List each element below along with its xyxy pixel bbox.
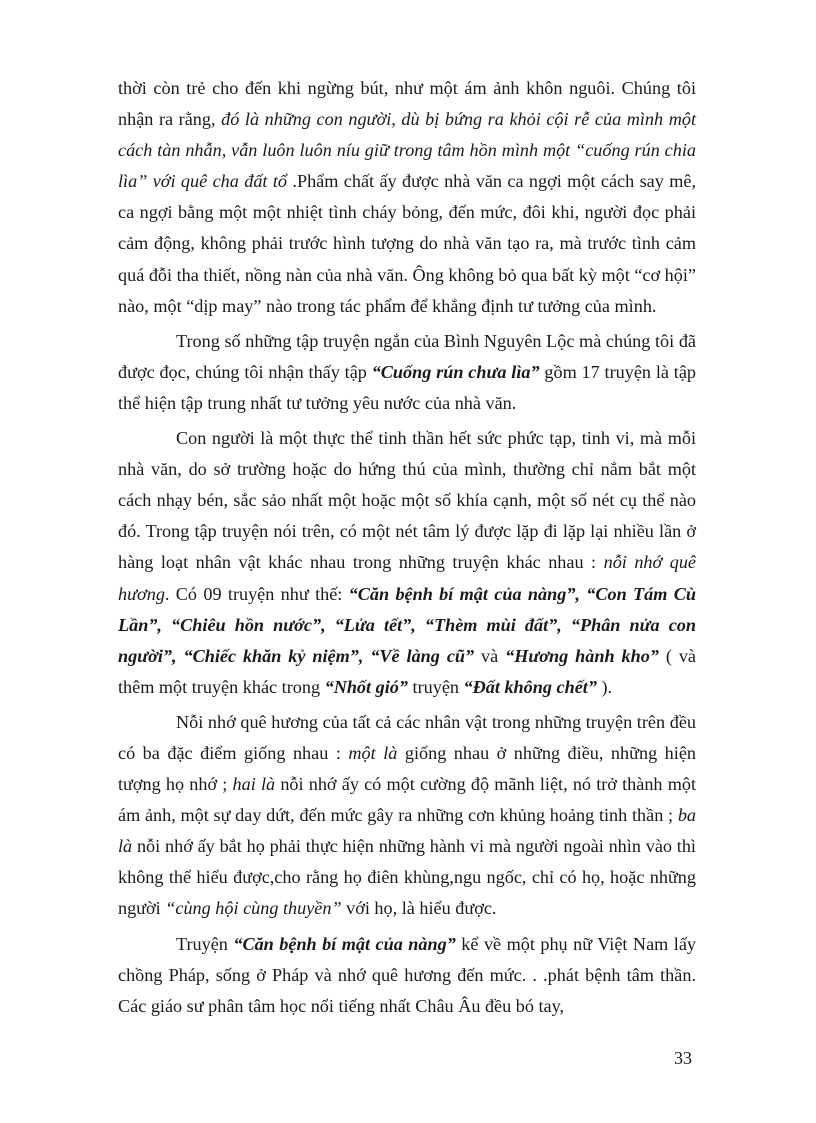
page-body [118, 73, 696, 1026]
text-run: nỗi nhớ ấy có một cường độ mãnh liệt, nó trở thành một ám ảnh, một sự day dứt, đến mức gây ra những cơn khủng hoảng tinh thần ; [118, 774, 697, 826]
text-run: Con người là một thực thể tinh thần hết sức phức tạp, tinh vi, mà mỗi nhà văn, do sở trường hoặc do hứng thú của mình, thường chỉ nắm bắt một cách nhạy bén, sắc sảo nhất một hoặc một số khía cạnh, một số nét cụ thể nào đó. Trong tập truyện nói trên, có một nét tâm lý được lặp đi lặp lại nhiều lần ở hàng loạt nhân vật khác nhau trong những truyện khác nhau : [118, 428, 696, 573]
page-number: 33 [674, 1048, 692, 1068]
text-run-bold-italic: “Cuống rún chưa lìa” [371, 361, 540, 382]
text-run: Trong số những tập truyện ngắn của Bình Nguyên Lộc mà chúng tôi đã được đọc, chúng tôi nhận thấy tập [118, 330, 696, 382]
text-run-italic: hai là [232, 774, 276, 795]
text-run-italic: một là [348, 742, 398, 763]
text-run-bold-italic: “Hương hành kho” [505, 645, 659, 666]
text-run: Truyện [176, 933, 234, 954]
text-run: Nỗi nhớ quê hương của tất cả các nhân vật trong những truyện trên đều có ba đặc điểm giống nhau : [118, 711, 696, 763]
text-run-bold-italic: “Đất không chết” [463, 676, 597, 697]
paragraph [118, 707, 696, 925]
text-run-italic: đó là những con người, dù bị bứng ra khỏi cội rễ của mình một cách tàn nhẫn, vẫn luôn luôn níu giữ trong tâm hồn mình một “cuống rún chia lìa” với quê cha đất tổ [118, 109, 696, 192]
text-run-bold-italic: “Nhốt gió” [324, 676, 408, 697]
text-run: kể về một phụ nữ Việt Nam lấy chồng Pháp, sống ở Pháp và nhớ quê hương đến mức. . .phát bệnh tâm thần. Các giáo sư phân tâm học nổi tiếng nhất Châu Âu đều bó tay, [118, 933, 696, 1016]
text-run: với họ, là hiểu được. [341, 898, 497, 919]
text-run-italic: ba là [118, 805, 696, 857]
text-run: ( và thêm một truyện khác trong [118, 645, 696, 697]
text-run: nỗi nhớ ấy bắt họ phải thực hiện những hành vi mà người ngoài nhìn vào thì không thể hiểu được,cho rằng họ điên khùng,ngu ngốc, chỉ có họ, hoặc những người [118, 836, 696, 919]
text-run: . Có 09 truyện như thế: [164, 583, 349, 604]
paragraph [118, 326, 696, 419]
text-run-bold-italic: “Căn bệnh bí mật của nàng” [233, 933, 456, 954]
paragraph [118, 73, 696, 322]
text-run: và [474, 645, 506, 666]
text-run-italic: “cùng hội cùng thuyền” [165, 898, 342, 919]
paragraph [118, 423, 696, 703]
text-run: gồm 17 truyện là tập thể hiện tập trung nhất tư tưởng yêu nước của nhà văn. [118, 361, 696, 413]
text-run-bold-italic: “Căn bệnh bí mật của nàng”, “Con Tám Cù Lần”, “Chiêu hồn nước”, “Lửa tết”, “Thèm mùi đất”, “Phân nửa con người”, “Chiếc khăn kỷ niệm”, “Về làng cũ” [118, 583, 696, 666]
text-run: truyện [407, 676, 464, 697]
paragraph [118, 929, 696, 1022]
text-run: .Phẩm chất ấy được nhà văn ca ngợi một cách say mê, ca ngợi bằng một một nhiệt tình cháy bỏng, đến mức, đôi khi, người đọc phải cảm động, không phải trước hình tượng do nhà văn tạo ra, mà trước tình cảm quá đỗi tha thiết, nồng nàn của nhà văn. Ông không bỏ qua bất kỳ một “cơ hội” nào, một “dịp may” nào trong tác phẩm để khẳng định tư tưởng của mình. [118, 171, 696, 316]
text-run-italic: nỗi nhớ quê hương [118, 552, 696, 604]
text-run: thời còn trẻ cho đến khi ngừng bút, như một ám ảnh khôn nguôi. Chúng tôi nhận ra rằng, [118, 78, 696, 130]
text-run: ). [596, 676, 613, 697]
text-run: giống nhau ở những điều, những hiện tượng họ nhớ ; [118, 742, 696, 795]
